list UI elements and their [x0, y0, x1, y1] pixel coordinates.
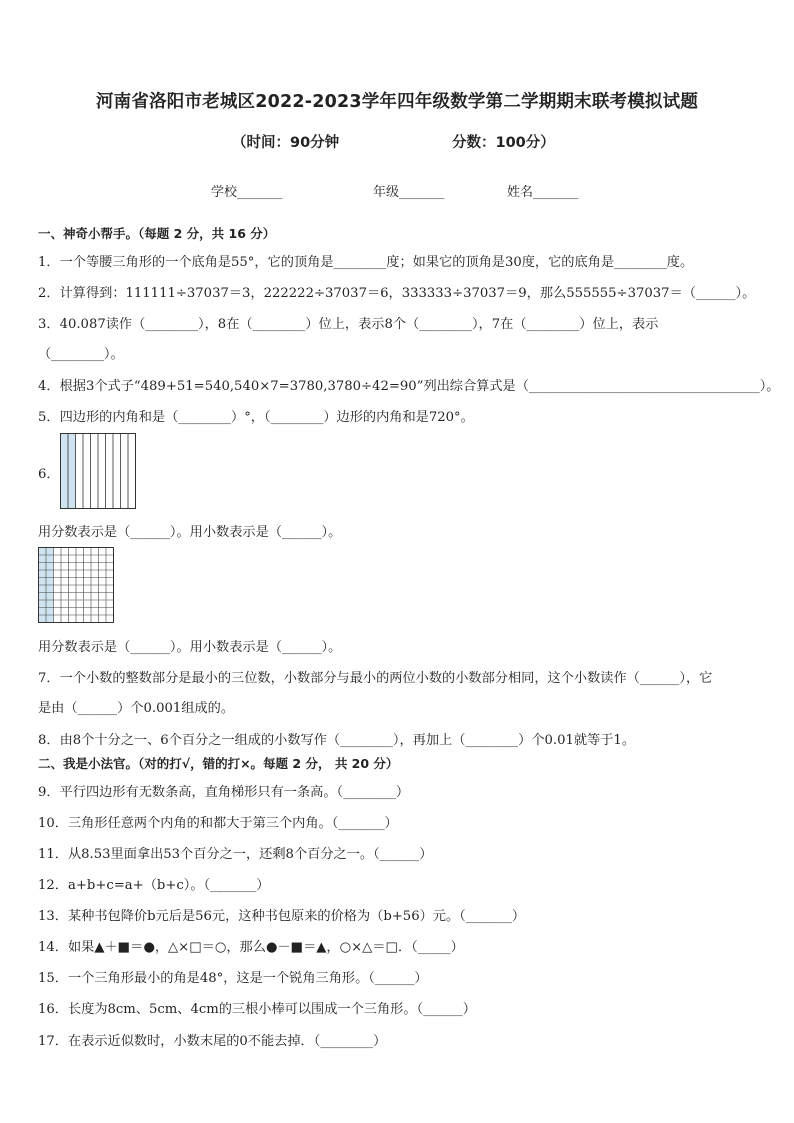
exam-time: （时间：90分钟 — [232, 135, 340, 151]
page-title: 河南省洛阳市老城区2022-2023学年四年级数学第二学期期末联考模拟试题 — [95, 92, 699, 112]
question-6-answer-2: 用分数表示是（______）。用小数表示是（______）。 — [38, 640, 342, 655]
question-3-line-1: 3．40.087读作（________），8在（________）位上，表示8个（________），7在（________）位上，表示 — [38, 317, 659, 332]
question-3-line-2: （________）。 — [38, 347, 124, 362]
school-field[interactable]: 学校_______ — [211, 185, 283, 200]
question-6-answer-1: 用分数表示是（______）。用小数表示是（______）。 — [38, 525, 342, 540]
question-6-number: 6． — [38, 467, 60, 482]
question-10: 10．三角形任意两个内角的和都大于第三个内角。（_______） — [38, 816, 398, 831]
exam-score: 分数：100分） — [452, 135, 555, 151]
question-5: 5．四边形的内角和是（________）°，（________）边形的内角和是720°。 — [38, 410, 474, 425]
question-4: 4．根据3个式子“489+51=540,540×7=3780,3780÷42=90”列出综合算式是（___________________________________）。 — [38, 379, 780, 394]
question-7-line-1: 7．一个小数的整数部分是最小的三位数，小数部分与最小的两位小数的小数部分相同，这个小数读作（______），它 — [38, 671, 713, 686]
question-8: 8．由8个十分之一、6个百分之一组成的小数写作（________），再加上（________）个0.01就等于1。 — [38, 733, 636, 748]
strip-shaded-column — [61, 434, 69, 509]
strip-figure — [60, 433, 136, 510]
question-15: 15．一个三角形最小的角是48°，这是一个锐角三角形。（______） — [38, 971, 428, 986]
strip-shaded-column — [68, 434, 76, 509]
section-1-heading: 一、神奇小帮手。（每题 2 分，共 16 分） — [38, 226, 276, 241]
question-2: 2．计算得到：111111÷37037＝3，222222÷37037＝6，333333÷37037＝9，那么555555÷37037＝（______）。 — [38, 286, 756, 301]
section-2-heading: 二、我是小法官。（对的打√，错的打×。每题 2 分， 共 20 分） — [38, 756, 399, 771]
grid-figure — [38, 547, 114, 623]
question-16: 16．长度为8cm、5cm、4cm的三根小棒可以围成一个三角形。（______） — [38, 1002, 476, 1017]
question-13: 13．某种书包降价b元后是56元，这种书包原来的价格为（b+56）元。（_______） — [38, 909, 526, 924]
grade-field[interactable]: 年级_______ — [373, 185, 445, 200]
question-7-line-2: 是由（______）个0.001组成的。 — [38, 701, 235, 716]
question-17: 17．在表示近似数时，小数末尾的0不能去掉．（________） — [38, 1034, 387, 1049]
question-9: 9．平行四边形有无数条高，直角梯形只有一条高。（________） — [38, 785, 410, 800]
question-11: 11．从8.53里面拿出53个百分之一，还剩8个百分之一。（______） — [38, 847, 433, 862]
question-12: 12．a+b+c=a+（b+c）。（_______） — [38, 878, 270, 893]
name-field[interactable]: 姓名_______ — [507, 185, 579, 200]
question-14: 14．如果▲＋■＝●，△×□＝○，那么●－■＝▲，○×△＝□．（_____） — [38, 940, 464, 955]
question-1: 1．一个等腰三角形的一个底角是55°，它的顶角是________度；如果它的顶角是30度，它的底角是________度。 — [38, 255, 694, 270]
